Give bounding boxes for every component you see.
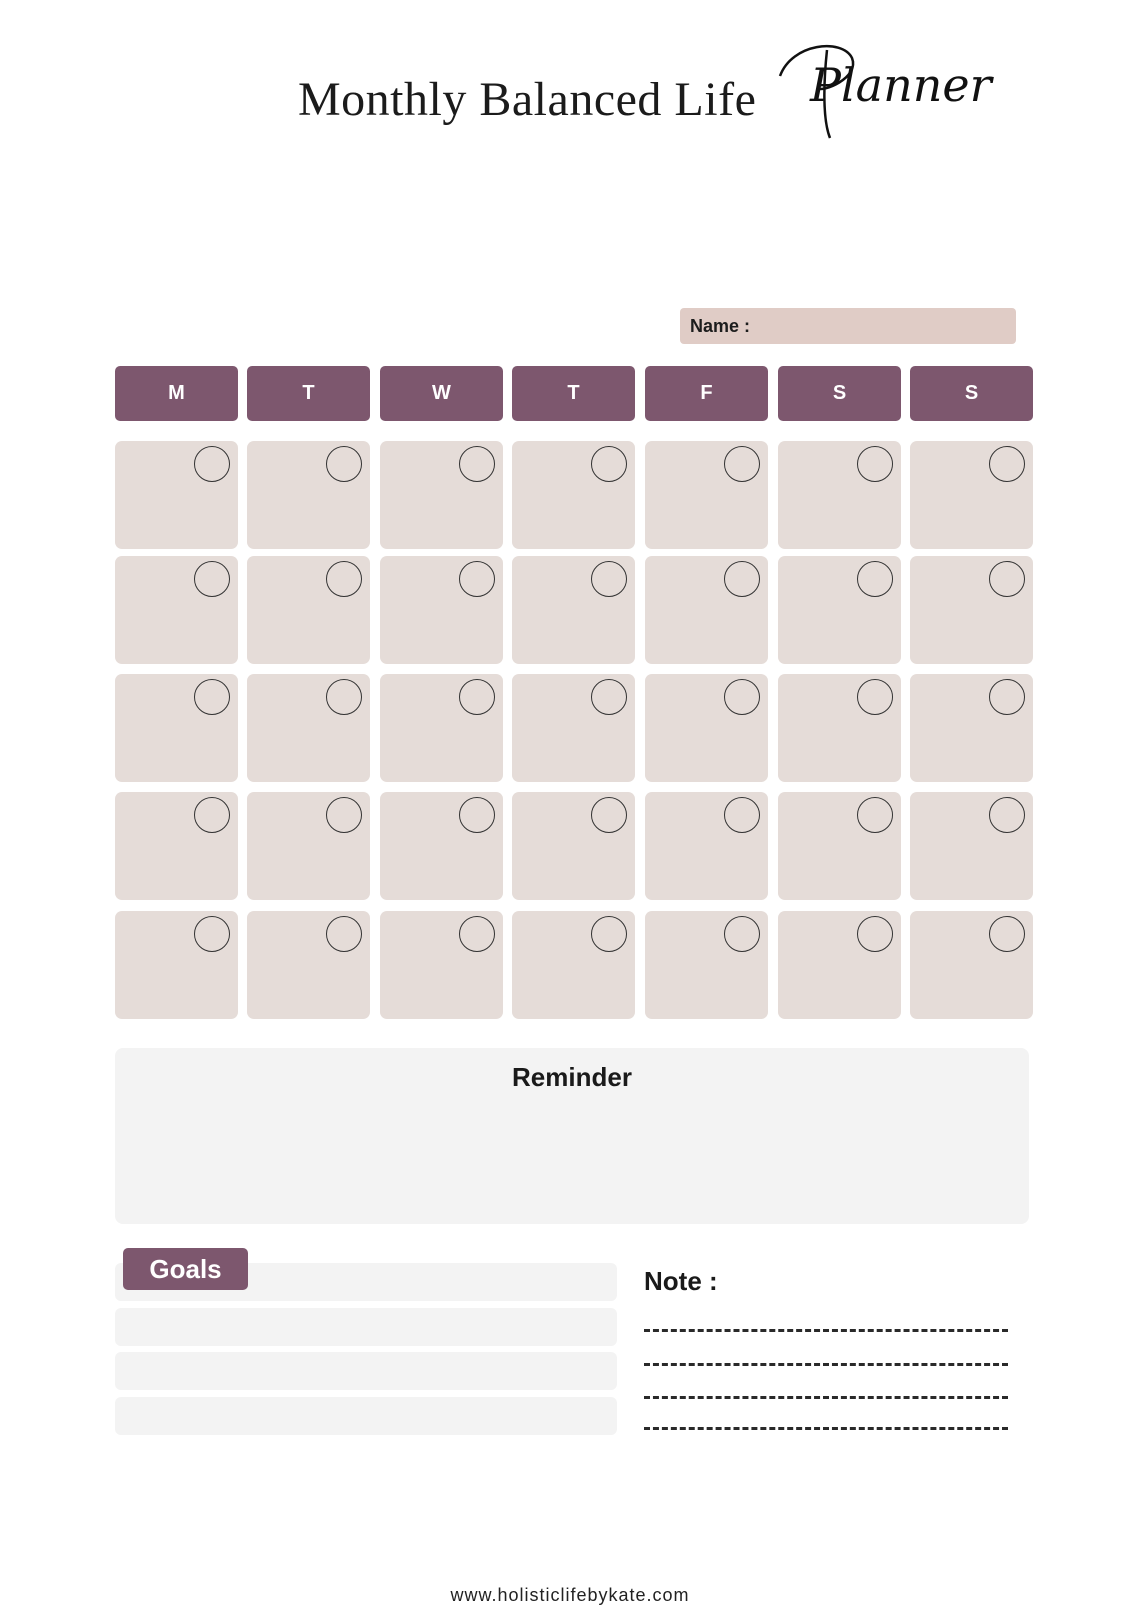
calendar-day-cell[interactable] bbox=[778, 674, 901, 782]
calendar-day-cell[interactable] bbox=[910, 674, 1033, 782]
date-circle-icon[interactable] bbox=[989, 561, 1025, 597]
date-circle-icon[interactable] bbox=[724, 561, 760, 597]
calendar-day-cell[interactable] bbox=[115, 556, 238, 664]
date-circle-icon[interactable] bbox=[989, 446, 1025, 482]
calendar-day-cell[interactable] bbox=[778, 911, 901, 1019]
calendar-day-cell[interactable] bbox=[247, 556, 370, 664]
day-header: W bbox=[380, 366, 503, 421]
date-circle-icon[interactable] bbox=[194, 679, 230, 715]
goal-line[interactable] bbox=[115, 1352, 617, 1390]
calendar-day-cell[interactable] bbox=[380, 792, 503, 900]
day-header: S bbox=[910, 366, 1033, 421]
calendar-day-cell[interactable] bbox=[778, 792, 901, 900]
date-circle-icon[interactable] bbox=[459, 797, 495, 833]
calendar-day-cell[interactable] bbox=[247, 911, 370, 1019]
calendar-day-cell[interactable] bbox=[645, 792, 768, 900]
calendar-day-cell[interactable] bbox=[380, 556, 503, 664]
calendar-day-cell[interactable] bbox=[512, 556, 635, 664]
calendar-day-cell[interactable] bbox=[512, 441, 635, 549]
date-circle-icon[interactable] bbox=[194, 446, 230, 482]
goal-line[interactable] bbox=[115, 1308, 617, 1346]
date-circle-icon[interactable] bbox=[724, 679, 760, 715]
date-circle-icon[interactable] bbox=[326, 446, 362, 482]
calendar-day-cell[interactable] bbox=[115, 792, 238, 900]
calendar-day-cell[interactable] bbox=[247, 674, 370, 782]
date-circle-icon[interactable] bbox=[459, 561, 495, 597]
reminder-label: Reminder bbox=[512, 1062, 632, 1092]
day-header: F bbox=[645, 366, 768, 421]
calendar-day-cell[interactable] bbox=[910, 556, 1033, 664]
calendar-day-cell[interactable] bbox=[645, 911, 768, 1019]
calendar-day-cell[interactable] bbox=[778, 556, 901, 664]
date-circle-icon[interactable] bbox=[989, 916, 1025, 952]
date-circle-icon[interactable] bbox=[326, 797, 362, 833]
calendar-day-cell[interactable] bbox=[910, 792, 1033, 900]
date-circle-icon[interactable] bbox=[326, 916, 362, 952]
page-title: Monthly Balanced Life bbox=[298, 73, 757, 126]
date-circle-icon[interactable] bbox=[194, 561, 230, 597]
calendar-day-cell[interactable] bbox=[247, 792, 370, 900]
note-line[interactable] bbox=[644, 1363, 1008, 1366]
note-line[interactable] bbox=[644, 1329, 1008, 1332]
day-header: T bbox=[512, 366, 635, 421]
day-header: S bbox=[778, 366, 901, 421]
date-circle-icon[interactable] bbox=[724, 446, 760, 482]
calendar-day-cell[interactable] bbox=[247, 441, 370, 549]
name-field[interactable] bbox=[680, 308, 1016, 344]
calendar-day-cell[interactable] bbox=[380, 674, 503, 782]
date-circle-icon[interactable] bbox=[326, 679, 362, 715]
day-header: M bbox=[115, 366, 238, 421]
date-circle-icon[interactable] bbox=[194, 797, 230, 833]
calendar-day-cell[interactable] bbox=[512, 674, 635, 782]
date-circle-icon[interactable] bbox=[857, 561, 893, 597]
calendar-day-cell[interactable] bbox=[512, 911, 635, 1019]
calendar-day-cell[interactable] bbox=[778, 441, 901, 549]
date-circle-icon[interactable] bbox=[989, 797, 1025, 833]
note-line[interactable] bbox=[644, 1427, 1008, 1430]
date-circle-icon[interactable] bbox=[326, 561, 362, 597]
date-circle-icon[interactable] bbox=[724, 797, 760, 833]
date-circle-icon[interactable] bbox=[459, 916, 495, 952]
date-circle-icon[interactable] bbox=[591, 916, 627, 952]
calendar-day-cell[interactable] bbox=[115, 674, 238, 782]
goals-tab: Goals bbox=[123, 1248, 248, 1290]
calendar-day-cell[interactable] bbox=[910, 911, 1033, 1019]
note-line[interactable] bbox=[644, 1396, 1008, 1399]
calendar-day-cell[interactable] bbox=[115, 911, 238, 1019]
goal-line[interactable] bbox=[115, 1397, 617, 1435]
calendar-day-cell[interactable] bbox=[910, 441, 1033, 549]
date-circle-icon[interactable] bbox=[989, 679, 1025, 715]
calendar-day-cell[interactable] bbox=[380, 441, 503, 549]
date-circle-icon[interactable] bbox=[857, 797, 893, 833]
reminder-box[interactable] bbox=[115, 1048, 1029, 1224]
date-circle-icon[interactable] bbox=[459, 446, 495, 482]
date-circle-icon[interactable] bbox=[591, 679, 627, 715]
calendar-day-cell[interactable] bbox=[380, 911, 503, 1019]
day-header: T bbox=[247, 366, 370, 421]
calendar-day-cell[interactable] bbox=[645, 674, 768, 782]
calendar-day-cell[interactable] bbox=[645, 556, 768, 664]
date-circle-icon[interactable] bbox=[591, 561, 627, 597]
date-circle-icon[interactable] bbox=[194, 916, 230, 952]
footer-website: www.holisticlifebykate.com bbox=[450, 1585, 690, 1605]
date-circle-icon[interactable] bbox=[459, 679, 495, 715]
calendar-day-cell[interactable] bbox=[512, 792, 635, 900]
calendar-day-cell[interactable] bbox=[115, 441, 238, 549]
date-circle-icon[interactable] bbox=[857, 446, 893, 482]
date-circle-icon[interactable] bbox=[591, 446, 627, 482]
name-label: Name : bbox=[690, 315, 751, 336]
date-circle-icon[interactable] bbox=[591, 797, 627, 833]
date-circle-icon[interactable] bbox=[724, 916, 760, 952]
note-label: Note : bbox=[644, 1266, 718, 1296]
calendar-day-cell[interactable] bbox=[645, 441, 768, 549]
page-title-script: Planner bbox=[810, 58, 992, 112]
date-circle-icon[interactable] bbox=[857, 916, 893, 952]
date-circle-icon[interactable] bbox=[857, 679, 893, 715]
